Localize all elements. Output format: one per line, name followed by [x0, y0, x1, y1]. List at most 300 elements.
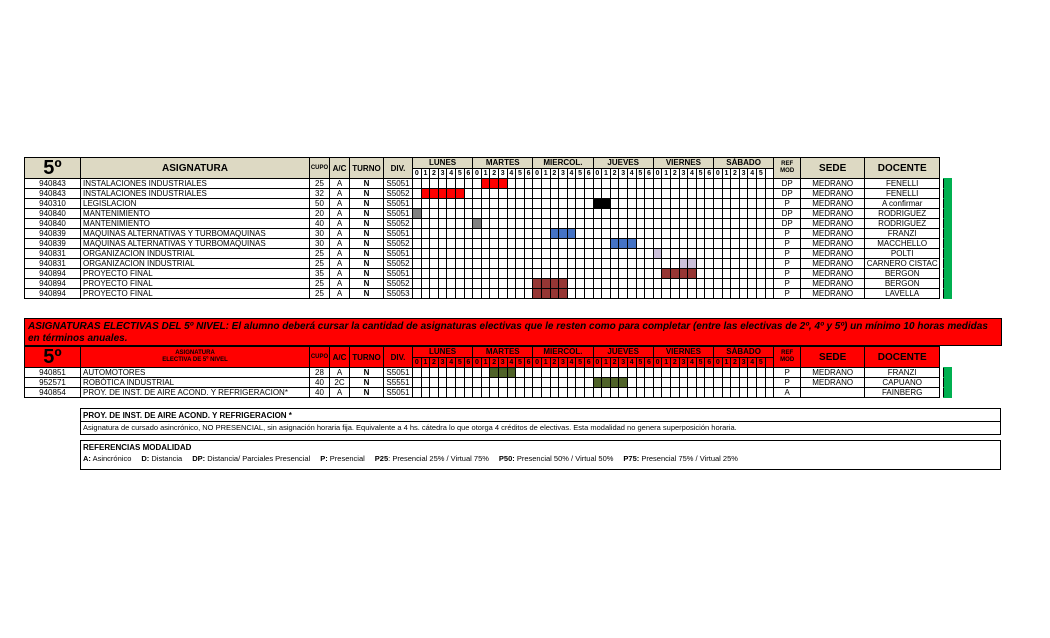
course-div: S5051 [384, 269, 413, 279]
schedule-slot [533, 229, 542, 239]
schedule-slot-filled [455, 189, 464, 199]
course-turno: N [350, 279, 384, 289]
schedule-slot [722, 239, 731, 249]
schedule-slot [567, 239, 576, 249]
schedule-slot [636, 279, 645, 289]
schedule-slot [524, 289, 533, 299]
course-div: S5052 [384, 279, 413, 289]
slot-header: 2 [490, 169, 499, 179]
schedule-slot [455, 199, 464, 209]
schedule-slot-filled [498, 368, 507, 378]
course-ac: A [330, 269, 350, 279]
course-name: MAQUINAS ALTERNATIVAS Y TURBOMAQUINAS [81, 239, 310, 249]
schedule-slot [602, 289, 611, 299]
schedule-slot [438, 259, 447, 269]
slot-header: 3 [619, 169, 628, 179]
schedule-slot [662, 279, 671, 289]
course-name: MANTENIMIENTO [81, 209, 310, 219]
schedule-slot [464, 199, 473, 209]
schedule-slot [627, 289, 636, 299]
schedule-slot [473, 249, 482, 259]
schedule-slot [550, 259, 559, 269]
course-code: 940894 [25, 279, 81, 289]
schedule-slot-filled [507, 368, 516, 378]
course-cupo: 40 [310, 388, 330, 398]
schedule-slot [413, 279, 422, 289]
schedule-slot [576, 279, 585, 289]
schedule-slot [413, 199, 422, 209]
ref-header-line: REF [781, 161, 794, 167]
schedule-slot [481, 368, 490, 378]
header-gap [944, 347, 952, 368]
schedule-slot [473, 378, 482, 388]
course-name: INSTALACIONES INDUSTRIALES [81, 189, 310, 199]
schedule-slot [438, 239, 447, 249]
sede-header: SEDE [801, 347, 865, 368]
day-header-2: MIERCOL. [533, 347, 593, 358]
schedule-slot [541, 219, 550, 229]
schedule-slot-filled [490, 368, 499, 378]
schedule-slot-filled [413, 209, 422, 219]
schedule-slot-filled [550, 289, 559, 299]
day-header-5: SÁBADO [714, 158, 774, 169]
schedule-slot [567, 269, 576, 279]
schedule-slot [473, 229, 482, 239]
slot-header: 6 [645, 169, 654, 179]
course-name: MANTENIMIENTO [81, 219, 310, 229]
slot-header [765, 169, 774, 179]
schedule-slot [671, 388, 680, 398]
slot-header: 4 [627, 169, 636, 179]
course-name: PROYECTO FINAL [81, 279, 310, 289]
schedule-slot [731, 239, 740, 249]
schedule-slot [619, 368, 628, 378]
course-ref-mod: DP [774, 219, 801, 229]
slot-header: 1 [722, 169, 731, 179]
schedule-slot [653, 229, 662, 239]
schedule-slot [722, 378, 731, 388]
course-div: S5051 [384, 249, 413, 259]
schedule-slot [490, 249, 499, 259]
schedule-slot [490, 199, 499, 209]
schedule-slot [653, 279, 662, 289]
schedule-slot [550, 269, 559, 279]
schedule-slot [584, 179, 593, 189]
schedule-slot [722, 209, 731, 219]
schedule-slot [438, 179, 447, 189]
course-code: 940851 [25, 368, 81, 378]
slot-header: 1 [722, 358, 731, 368]
schedule-slot [705, 189, 714, 199]
docente-header: DOCENTE [865, 158, 940, 179]
status-marker [944, 279, 952, 289]
schedule-slot [584, 199, 593, 209]
schedule-slot [421, 209, 430, 219]
schedule-slot [645, 378, 654, 388]
course-ac: A [330, 199, 350, 209]
day-header-2: MIERCOL. [533, 158, 593, 169]
status-marker [944, 388, 952, 398]
schedule-slot [464, 249, 473, 259]
schedule-slot [739, 249, 748, 259]
schedule-slot [593, 229, 602, 239]
header-row [25, 158, 952, 169]
course-cupo: 25 [310, 179, 330, 189]
schedule-slot [516, 239, 525, 249]
course-ac: A [330, 259, 350, 269]
schedule-slot [516, 209, 525, 219]
slot-header: 4 [447, 169, 456, 179]
schedule-slot [413, 289, 422, 299]
course-code: 940843 [25, 179, 81, 189]
course-docente: CAPUANO [865, 378, 940, 388]
schedule-slot [722, 289, 731, 299]
slot-header: 3 [438, 358, 447, 368]
schedule-slot [413, 378, 422, 388]
schedule-slot [714, 388, 723, 398]
schedule-slot [765, 368, 774, 378]
course-div: S5052 [384, 219, 413, 229]
schedule-slot-filled [447, 189, 456, 199]
schedule-slot [584, 259, 593, 269]
schedule-slot [464, 279, 473, 289]
slot-header: 6 [464, 358, 473, 368]
schedule-slot [430, 388, 439, 398]
schedule-slot [584, 289, 593, 299]
course-div: S5052 [384, 259, 413, 269]
schedule-slot [524, 259, 533, 269]
reference-key: P: [320, 454, 328, 463]
schedule-slot [524, 199, 533, 209]
slot-header: 1 [602, 169, 611, 179]
schedule-slot [636, 209, 645, 219]
schedule-slot [481, 249, 490, 259]
course-sede: MEDRANO [801, 179, 865, 189]
course-code: 940839 [25, 229, 81, 239]
schedule-slot [524, 378, 533, 388]
schedule-slot [619, 209, 628, 219]
schedule-slot [413, 269, 422, 279]
schedule-slot [413, 219, 422, 229]
schedule-slot [567, 249, 576, 259]
status-marker [944, 378, 952, 388]
schedule-slot [413, 229, 422, 239]
course-sede: MEDRANO [801, 259, 865, 269]
schedule-slot [481, 378, 490, 388]
schedule-slot [464, 269, 473, 279]
course-sede: MEDRANO [801, 378, 865, 388]
schedule-slot [481, 209, 490, 219]
slot-header: 0 [593, 169, 602, 179]
slot-header: 5 [455, 358, 464, 368]
schedule-slot [576, 289, 585, 299]
schedule-slot [490, 269, 499, 279]
course-cupo: 20 [310, 209, 330, 219]
schedule-slot [756, 368, 765, 378]
course-name: INSTALACIONES INDUSTRIALES [81, 179, 310, 189]
course-cupo: 40 [310, 378, 330, 388]
schedule-slot [765, 269, 774, 279]
schedule-slot-filled [610, 378, 619, 388]
schedule-slot [541, 368, 550, 378]
slot-header: 3 [438, 169, 447, 179]
schedule-slot [541, 378, 550, 388]
course-turno: N [350, 199, 384, 209]
schedule-slot [662, 179, 671, 189]
schedule-slot [748, 229, 757, 239]
schedule-slot [473, 209, 482, 219]
schedule-slot [533, 388, 542, 398]
schedule-slot [473, 179, 482, 189]
schedule-slot-filled [481, 179, 490, 189]
schedule-slot [559, 249, 568, 259]
schedule-slot [447, 219, 456, 229]
schedule-slot [524, 219, 533, 229]
schedule-slot [559, 179, 568, 189]
schedule-slot [464, 229, 473, 239]
schedule-slot [413, 239, 422, 249]
slot-header: 6 [584, 169, 593, 179]
slot-header: 5 [636, 169, 645, 179]
schedule-slot [645, 239, 654, 249]
schedule-slot [447, 179, 456, 189]
slot-header: 4 [567, 169, 576, 179]
schedule-slot [653, 368, 662, 378]
schedule-slot [541, 239, 550, 249]
schedule-slot [636, 179, 645, 189]
schedule-slot [498, 388, 507, 398]
schedule-slot [421, 219, 430, 229]
schedule-slot [533, 259, 542, 269]
schedule-slot [516, 388, 525, 398]
schedule-slot [481, 388, 490, 398]
course-sede: MEDRANO [801, 368, 865, 378]
slot-header: 5 [696, 169, 705, 179]
schedule-slot [627, 199, 636, 209]
schedule-slot [636, 378, 645, 388]
cupo-header: CUPO [310, 158, 330, 179]
course-sede: MEDRANO [801, 279, 865, 289]
schedule-slot [421, 239, 430, 249]
schedule-slot [765, 378, 774, 388]
references-title: REFERENCIAS MODALIDAD [83, 443, 192, 452]
schedule-slot [498, 219, 507, 229]
status-marker [944, 229, 952, 239]
schedule-slot [516, 368, 525, 378]
reference-value: Asincrónico [90, 454, 132, 463]
schedule-slot [653, 239, 662, 249]
schedule-slot [627, 209, 636, 219]
schedule-slot [739, 378, 748, 388]
schedule-slot [602, 219, 611, 229]
schedule-slot [739, 179, 748, 189]
schedule-slot [481, 189, 490, 199]
schedule-slot [696, 269, 705, 279]
schedule-slot [438, 229, 447, 239]
schedule-slot [705, 368, 714, 378]
schedule-slot [473, 279, 482, 289]
schedule-slot [748, 259, 757, 269]
schedule-slot [584, 209, 593, 219]
course-row [25, 378, 952, 388]
schedule-slot [696, 199, 705, 209]
schedule-slot [610, 189, 619, 199]
course-name: PROY. DE INST. DE AIRE ACOND. Y REFRIGERACION* [81, 388, 310, 398]
slot-header: 3 [498, 358, 507, 368]
schedule-slot [584, 229, 593, 239]
schedule-slot [584, 388, 593, 398]
schedule-slot [679, 229, 688, 239]
slot-header: 5 [455, 169, 464, 179]
schedule-slot [671, 289, 680, 299]
ac-header: A/C [330, 347, 350, 368]
slot-header: 3 [679, 169, 688, 179]
course-docente: LAVELLA [865, 289, 940, 299]
schedule-slot [421, 229, 430, 239]
schedule-slot [593, 239, 602, 249]
schedule-slot [645, 368, 654, 378]
schedule-slot [696, 259, 705, 269]
async-note-text: Asignatura de cursado asincrónico, NO PRESENCIAL, sin asignación horaria fija. Equivalente a 4 hs. cátedra lo que otorga 4 créditos de electivas. Esta modalidad no genera superposición horaria. [81, 421, 1000, 434]
schedule-slot [636, 249, 645, 259]
schedule-slot [636, 239, 645, 249]
slot-header: 0 [473, 169, 482, 179]
reference-item [375, 454, 489, 463]
schedule-slot [739, 219, 748, 229]
schedule-slot [756, 249, 765, 259]
schedule-slot [430, 229, 439, 239]
slot-header: 6 [464, 169, 473, 179]
schedule-slot [636, 189, 645, 199]
schedule-slot [593, 368, 602, 378]
slot-header: 3 [559, 358, 568, 368]
schedule-slot-filled [559, 229, 568, 239]
course-div: S5051 [384, 209, 413, 219]
schedule-slot [662, 219, 671, 229]
schedule-slot [498, 249, 507, 259]
course-turno: N [350, 239, 384, 249]
schedule-slot [576, 219, 585, 229]
schedule-slot [430, 269, 439, 279]
schedule-slot [516, 179, 525, 189]
schedule-slot [473, 269, 482, 279]
schedule-slot [481, 229, 490, 239]
schedule-slot [593, 179, 602, 189]
schedule-slot [765, 388, 774, 398]
schedule-slot [679, 249, 688, 259]
schedule-slot [584, 189, 593, 199]
slot-header: 5 [516, 169, 525, 179]
slot-header: 5 [756, 358, 765, 368]
schedule-slot [679, 279, 688, 289]
course-div: S5551 [384, 378, 413, 388]
slot-header: 0 [653, 358, 662, 368]
schedule-slot [748, 209, 757, 219]
schedule-slot [627, 388, 636, 398]
day-header-0: LUNES [413, 158, 473, 169]
schedule-slot [413, 259, 422, 269]
slot-header: 1 [602, 358, 611, 368]
schedule-slot [507, 279, 516, 289]
schedule-slot [541, 199, 550, 209]
schedule-slot [731, 189, 740, 199]
schedule-slot [464, 368, 473, 378]
schedule-slot [490, 279, 499, 289]
schedule-slot [696, 289, 705, 299]
schedule-slot [748, 279, 757, 289]
status-marker [944, 189, 952, 199]
slot-header: 4 [447, 358, 456, 368]
schedule-slot [653, 259, 662, 269]
schedule-slot [739, 199, 748, 209]
schedule-slot [765, 229, 774, 239]
schedule-slot [619, 219, 628, 229]
slot-header: 1 [481, 358, 490, 368]
course-row [25, 368, 952, 378]
schedule-slot [541, 229, 550, 239]
schedule-slot [688, 229, 697, 239]
schedule-slot [438, 209, 447, 219]
schedule-slot [576, 189, 585, 199]
schedule-slot [731, 209, 740, 219]
schedule-slot [533, 368, 542, 378]
slot-header: 0 [533, 358, 542, 368]
schedule-slot [756, 239, 765, 249]
slot-header: 2 [490, 358, 499, 368]
schedule-slot-filled [602, 378, 611, 388]
slot-header: 4 [748, 358, 757, 368]
schedule-slot [464, 239, 473, 249]
schedule-slot [421, 259, 430, 269]
schedule-slot [645, 219, 654, 229]
schedule-slot [671, 229, 680, 239]
schedule-slot [438, 279, 447, 289]
schedule-slot [696, 209, 705, 219]
schedule-slot [481, 269, 490, 279]
schedule-slot [516, 189, 525, 199]
schedule-slot [679, 179, 688, 189]
schedule-slot [714, 189, 723, 199]
schedule-slot [567, 279, 576, 289]
schedule-slot [739, 209, 748, 219]
schedule-slot [550, 368, 559, 378]
course-ac: A [330, 239, 350, 249]
schedule-slot [688, 388, 697, 398]
ref-mod-header [774, 347, 801, 368]
asignatura-header-line1: ASIGNATURA [175, 350, 215, 356]
level-label: 5º [25, 347, 81, 368]
schedule-slot [602, 249, 611, 259]
schedule-slot [748, 199, 757, 209]
schedule-slot [559, 259, 568, 269]
schedule-slot [447, 209, 456, 219]
schedule-slot [696, 378, 705, 388]
schedule-slot [688, 209, 697, 219]
schedule-slot [516, 279, 525, 289]
schedule-slot [748, 289, 757, 299]
schedule-slot [533, 209, 542, 219]
status-marker [944, 219, 952, 229]
schedule-slot [541, 249, 550, 259]
turno-header: TURNO [350, 158, 384, 179]
schedule-slot [464, 219, 473, 229]
course-docente: BERGON [865, 279, 940, 289]
schedule-slot [619, 199, 628, 209]
schedule-slot [722, 269, 731, 279]
schedule-slot [705, 279, 714, 289]
course-ac: A [330, 229, 350, 239]
schedule-slot [567, 368, 576, 378]
